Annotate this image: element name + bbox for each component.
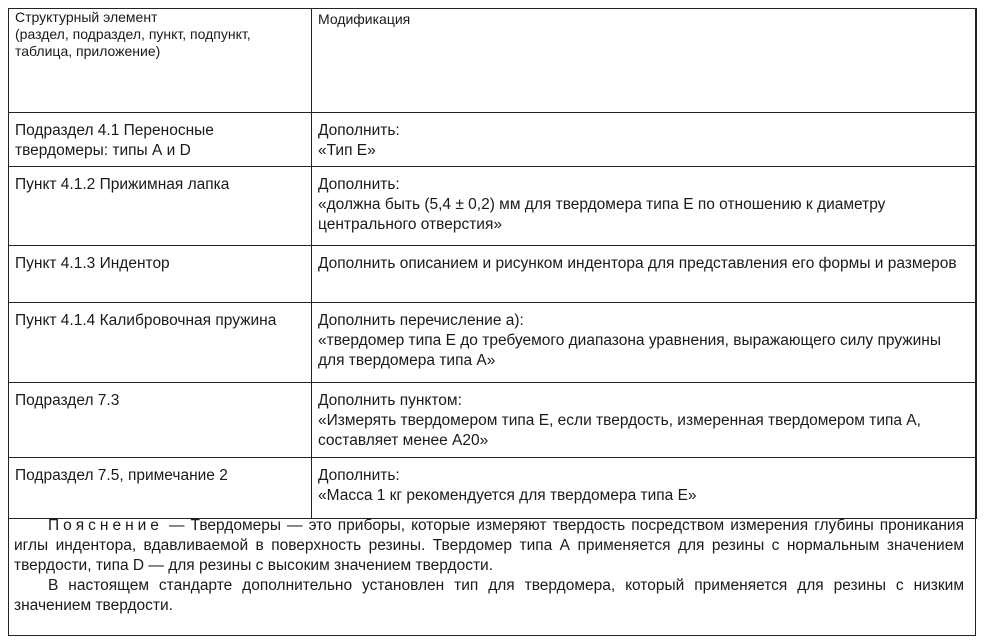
note-text: — Твердомеры — это приборы, которые измеряют твердость посредством измерения глубины проникания иглы индентора, вдавливаемой в поверхность резины. Твердомер типа А применяется для резины с нормальным значением твердости, типа D — для резины с высоким значением твердости. <box>14 517 964 574</box>
modification-cell: Дополнить пунктом: «Измерять твердомером типа Е, если твердость, измеренная твердомером типа А, составляет менее А20» <box>312 383 977 458</box>
table-header-row <box>9 9 977 113</box>
modifications-table <box>8 8 977 519</box>
element-cell: Пункт 4.1.3 Индентор <box>9 246 312 303</box>
modification-cell: Дополнить: «должна быть (5,4 ± 0,2) мм для твердомера типа Е по отношению к диаметру центрального отверстия» <box>312 167 977 246</box>
element-cell: Пункт 4.1.2 Прижимная лапка <box>9 167 312 246</box>
note-paragraph-2: В настоящем стандарте дополнительно установлен тип для твердомера, который применяется для резины с низким значением твердости. <box>14 577 964 614</box>
table-row <box>9 113 977 167</box>
table-row <box>9 303 977 383</box>
header-modification: Модификация <box>312 9 977 113</box>
explanatory-note <box>14 516 964 616</box>
table-row <box>9 383 977 458</box>
note-paragraph-1 <box>14 516 964 576</box>
modification-cell: Дополнить описанием и рисунком индентора для представления его формы и размеров <box>312 246 977 303</box>
element-cell: Подраздел 7.5, примечание 2 <box>9 458 312 519</box>
modification-cell: Дополнить: «Масса 1 кг рекомендуется для твердомера типа Е» <box>312 458 977 519</box>
element-cell: Подраздел 4.1 Переносные твердомеры: типы А и D <box>9 113 312 167</box>
table-row <box>9 246 977 303</box>
modification-cell: Дополнить: «Тип Е» <box>312 113 977 167</box>
table-row <box>9 458 977 519</box>
table-row <box>9 167 977 246</box>
note-label: Пояснение <box>48 517 163 534</box>
element-cell: Подраздел 7.3 <box>9 383 312 458</box>
header-structural-element: Структурный элемент (раздел, подраздел, пункт, подпункт, таблица, приложение) <box>9 9 312 113</box>
element-cell: Пункт 4.1.4 Калибровочная пружина <box>9 303 312 383</box>
modification-cell: Дополнить перечисление а): «твердомер типа Е до требуемого диапазона уравнения, выражающего силу пружины для твердомера типа А» <box>312 303 977 383</box>
